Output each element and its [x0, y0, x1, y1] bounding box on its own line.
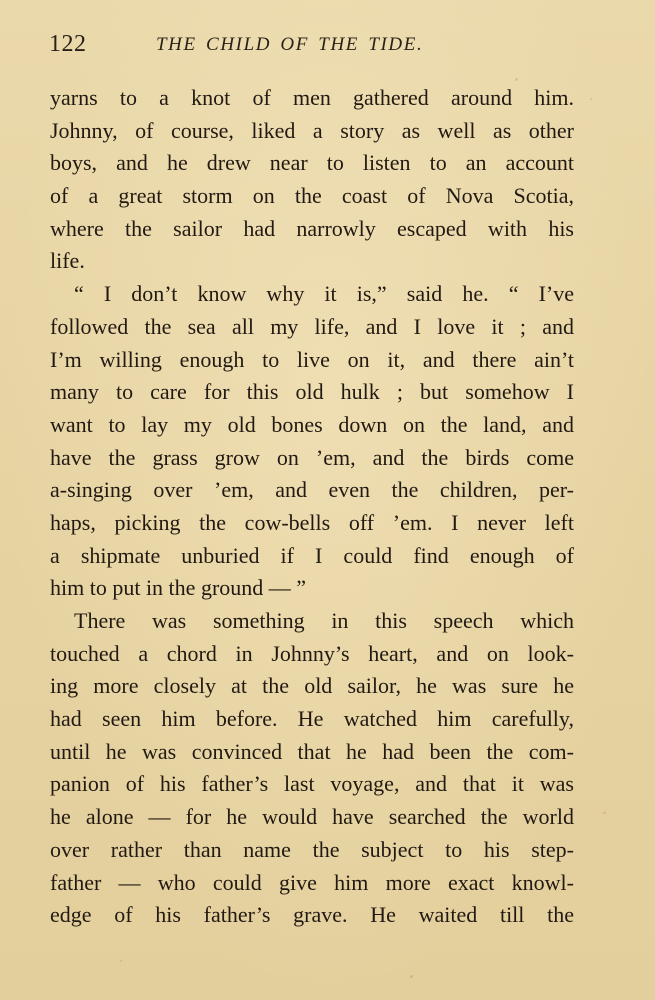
text-line: many to care for this old hulk ; but somehow I: [50, 379, 574, 405]
text-line: had seen him before. He watched him carefully,: [50, 706, 574, 732]
paper-speck: [410, 975, 413, 978]
paper-speck: [120, 960, 122, 962]
text-line: edge of his father’s grave. He waited till the: [50, 902, 574, 928]
text-line: panion of his father’s last voyage, and that it was: [50, 771, 574, 797]
text-line: a-singing over ’em, and even the children, per-: [50, 477, 574, 503]
paper-speck: [515, 78, 518, 81]
text-line: he alone — for he would have searched the world: [50, 804, 574, 830]
text-line: a shipmate unburied if I could find enough of: [50, 542, 574, 568]
text-line: There was something in this speech which: [74, 608, 574, 633]
text-line: yarns to a knot of men gathered around him.: [50, 85, 574, 110]
text-line: followed the sea all my life, and I love it ; and: [50, 313, 574, 339]
text-line: Johnny, of course, liked a story as well as other: [50, 117, 574, 143]
text-line: I’m willing enough to live on it, and there ain’t: [50, 346, 574, 372]
text-line: want to lay my old bones down on the land, and: [50, 411, 574, 437]
text-line: father — who could give him more exact knowl-: [50, 869, 574, 895]
paper-speck: [590, 98, 592, 100]
text-line: touched a chord in Johnny’s heart, and on look-: [50, 640, 574, 666]
paper-speck: [603, 812, 606, 814]
text-line: boys, and he drew near to listen to an account: [50, 150, 574, 176]
text-line: haps, picking the cow-bells off ’em. I never left: [50, 509, 574, 535]
body-text: [50, 82, 574, 932]
text-line: where the sailor had narrowly escaped with his: [50, 215, 574, 241]
text-line: him to put in the ground — ”: [50, 575, 307, 601]
text-line: life.: [50, 248, 85, 274]
running-title: THE CHILD OF THE TIDE.: [156, 34, 424, 55]
text-line: ing more closely at the old sailor, he was sure he: [50, 673, 574, 699]
text-line: until he was convinced that he had been the com-: [50, 738, 574, 764]
text-line: “ I don’t know why it is,” said he. “ I’ve: [74, 281, 574, 307]
page-number: 122: [49, 31, 87, 57]
text-line: of a great storm on the coast of Nova Scotia,: [50, 183, 574, 209]
text-line: over rather than name the subject to his step-: [50, 836, 574, 862]
text-line: have the grass grow on ’em, and the birds come: [50, 444, 574, 470]
running-head: [49, 31, 609, 61]
